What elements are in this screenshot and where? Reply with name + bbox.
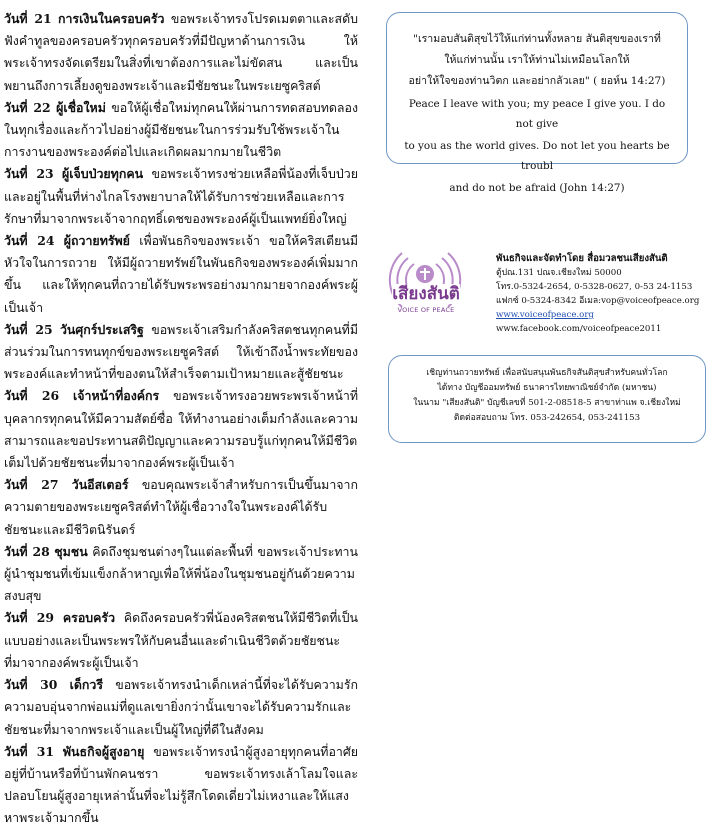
prayer-entry <box>4 385 358 474</box>
prayer-entry <box>4 230 358 319</box>
donation-card <box>388 355 706 443</box>
prayer-text: คิดถึงครอบครัวพี่น้องคริสตชนให้มีชีวิตที่เป็นแบบอย่างและเป็นพระพรให้กับคนอื่นและดำเนินชีวิตด้วยชัยชนะที่มาจากองค์พระผู้เป็นเจ้า <box>4 610 358 670</box>
prayer-text: ขอพระเจ้าเสริมกำลังคริสตชนทุกคนที่มีส่วนร่วมในการทนทุกข์ของพระเยซูคริสต์ ให้เข้าถึงน้ำพระทัยของพระองค์และทำหน้าที่ของตนให้สำเร็จตามเป้าหมายและสู้ชัยชนะ <box>4 321 358 382</box>
prayer-day: วันที่ 29 <box>4 610 55 626</box>
prayer-text: ขอพระเจ้าทรงนำเด็กเหล่านี้ที่จะได้รับความรักความอบอุ่นจากพ่อแม่ที่ดูแลเขายิ่งกว่านั้นเขาจะได้รับความรักและชัยชนะที่มาจากพระเจ้าและเป็นผู้ใหญ่ที่ดีในสังคม <box>4 677 358 737</box>
prayer-entry <box>4 163 358 230</box>
prayer-entry <box>4 607 358 674</box>
prayer-text: ขอให้ผู้เชื่อใหม่ทุกคนให้ผ่านการทดสอบทดลองในทุกเรื่องและก้าวไปอย่างผู้มีชัยชนะในการร่วมรับใช้พระเจ้าในการงานของพระองค์ต่อไปและเกิดผลมากมายในชีวิต <box>4 99 358 160</box>
prayer-day: วันที่ 30 <box>4 677 58 693</box>
prayer-day: วันที่ 24 <box>4 233 55 249</box>
prayer-text: ขอบคุณพระเจ้าสำหรับการเป็นขึ้นมาจากความตายของพระเยซูคริสต์ทำให้ผู้เชื่อวางใจในพระองค์ได้รับชัยชนะและมีชีวิตนิรันดร์ <box>4 477 358 537</box>
prayer-entry <box>4 97 358 164</box>
prayer-title: ครอบครัว <box>62 610 116 626</box>
prayer-title: การเงินในครอบครัว <box>57 11 165 26</box>
verse-english-line: Peace I leave with you; my peace I give you. I do not give <box>408 98 666 130</box>
prayer-list <box>4 8 358 830</box>
prayer-title: ผู้เจ็บป่วยทุกคน <box>61 166 144 182</box>
verse-thai-line: อย่าให้ใจของท่านวิตก และอย่ากลัวเลย" ( ยอห์น 14:27) <box>408 75 666 87</box>
prayer-entry <box>4 541 358 608</box>
prayer-day: วันที่ 22 <box>4 99 51 115</box>
organization-fax-email: แฟกซ์ 0-5324-8342 อีเมล:vop@voiceofpeace.org <box>496 296 700 306</box>
verse-thai-line: ให้แก่ท่านนั้น เราให้ท่านไม่เหมือนโลกให้ <box>444 54 630 66</box>
prayer-title: วันอีสเตอร์ <box>71 477 129 493</box>
prayer-day: วันที่ 23 <box>4 166 54 182</box>
prayer-day: วันที่ 28 <box>4 543 50 559</box>
verse-thai-line: "เรามอบสันติสุขไว้ให้แก่ท่านทั้งหลาย สันติสุขของเราที่ <box>413 33 661 45</box>
organization-contact <box>496 252 718 336</box>
prayer-title: เด็กวรี <box>69 677 104 693</box>
prayer-title: ผู้ถวายทรัพย์ <box>63 233 130 249</box>
facebook-link[interactable]: www.facebook.com/voiceofpeace2011 <box>496 324 662 334</box>
logo-subtext: VOICE OF PEACE <box>397 306 455 314</box>
prayer-day: วันที่ 26 <box>4 388 60 404</box>
prayer-text: ขอพระเจ้าทรงโปรดเมตตาและสดับฟังคำทูลของครอบครัวทุกครอบครัวที่มีปัญหาด้านการเงิน ให้พระเจ้าทรงจัดเตรียมในสิ่งที่เขาต้องการและไม่ขัดสน และเป็นพยานถึงการเลี้ยงดูของพระเจ้าและมีชัยชนะในพระเยซูคริสต์ <box>4 11 358 93</box>
prayer-text: ขอพระเจ้าทรงนำผู้สูงอายุทุกคนที่อาศัยอยู่ที่บ้านหรือที่บ้านพักคนชรา ขอพระเจ้าทรงเล้าโลมใจและปลอบโยนผู้สูงอายุเหล่านั้นที่จะไม่รู้สึกโดดเดี่ยวไม่เหงาและให้แสงหาพระเจ้ามากขึ้น <box>4 743 358 826</box>
prayer-day: วันที่ 31 <box>4 743 55 759</box>
prayer-day: วันที่ 27 <box>4 477 59 493</box>
prayer-text: คิดถึงชุมชนต่างๆในแต่ละพื้นที่ ขอพระเจ้าประทานผู้นำชุมชนที่เข้มแข็งกล้าหาญเพื่อให้พี่น้องในชุมชนอยู่กันด้วยความสงบสุข <box>4 543 358 604</box>
prayer-title: ผู้เชื่อใหม่ <box>56 99 106 115</box>
prayer-title: วันศุกร์ประเสริฐ <box>59 321 144 337</box>
website-link[interactable]: www.voiceofpeace.org <box>496 310 594 320</box>
donation-line: เชิญท่านถวายทรัพย์ เพื่อสนับสนุนพันธกิจสันติสุขสำหรับคนทั่วโลก <box>426 368 668 378</box>
bible-verse-card <box>386 12 688 194</box>
prayer-title: พันธกิจผู้สูงอายุ <box>62 743 145 759</box>
prayer-entry <box>4 674 358 741</box>
prayer-day: วันที่ 25 <box>4 321 53 337</box>
organization-name: พันธกิจและจัดทำโดย สื่อมวลชนเสียงสันติ <box>496 253 668 264</box>
donation-line: ติดต่อสอบถาม โทร. 053-242654, 053-241153 <box>453 413 641 423</box>
logo-text: เสียงสันติ <box>392 284 460 304</box>
prayer-entry <box>4 8 358 97</box>
prayer-entry <box>4 474 358 541</box>
verse-english-line: and do not be afraid (John 14:27) <box>449 182 625 194</box>
organization-address: ตู้ปณ.131 ปณจ.เชียงใหม่ 50000 <box>496 268 622 278</box>
prayer-entry <box>4 741 358 830</box>
prayer-text: ขอพระเจ้าทรงอวยพระพรเจ้าหน้าที่บุคลากรทุกคนให้มีความสัตย์ซื่อ ให้ทำงานอย่างเต็มกำลังและความสามารถและขอประทานสติปัญญาและความรอบรู้แก่ทุกคนให้มีชีวิตเต็มไปด้วยชัยชนะที่มาจากองค์พระผู้เป็นเจ้า <box>4 388 358 471</box>
prayer-entry <box>4 319 358 386</box>
organization-block <box>384 250 714 334</box>
prayer-title: เจ้าหน้าที่องค์กร <box>73 388 160 404</box>
prayer-text: ขอพระเจ้าทรงช่วยเหลือพี่น้องที่เจ็บป่วยและอยู่ในพื้นที่ห่างไกลโรงพยาบาลให้ได้รับการช่วยเหลือและการรักษาที่มาจากพระเจ้าจากฤทธิ์เดชของพระองค์ผู้เป็นแพทย์ยิ่งใหญ่ <box>4 166 358 226</box>
voice-of-peace-logo <box>384 250 466 330</box>
organization-phone: โทร.0-5324-2654, 0-5328-0627, 0-53 24-1153 <box>496 282 693 292</box>
prayer-title: ชุมชน <box>54 543 88 559</box>
verse-english-line: to you as the world gives. Do not let you hearts be troubl <box>404 140 670 172</box>
prayer-text: เพื่อพันธกิจของพระเจ้า ขอให้คริสเตียนมีหัวใจในการถวาย ให้มีผู้ถวายทรัพย์ในพันธกิจของพระองค์เพิ่มมากขึ้น และให้ทุกคนที่ถวายได้รับพระพรอย่างมากมายจากองค์พระผู้เป็นเจ้า <box>4 233 358 315</box>
donation-line: ได้ทาง บัญชีออมทรัพย์ ธนาคารไทยพาณิชย์จำกัด (มหาชน) <box>437 383 657 393</box>
prayer-day: วันที่ 21 <box>4 11 52 26</box>
donation-line: ในนาม "เสียงสันติ" บัญชีเลขที่ 501-2-08518-5 สาขาท่าแพ จ.เชียงใหม่ <box>413 398 681 408</box>
